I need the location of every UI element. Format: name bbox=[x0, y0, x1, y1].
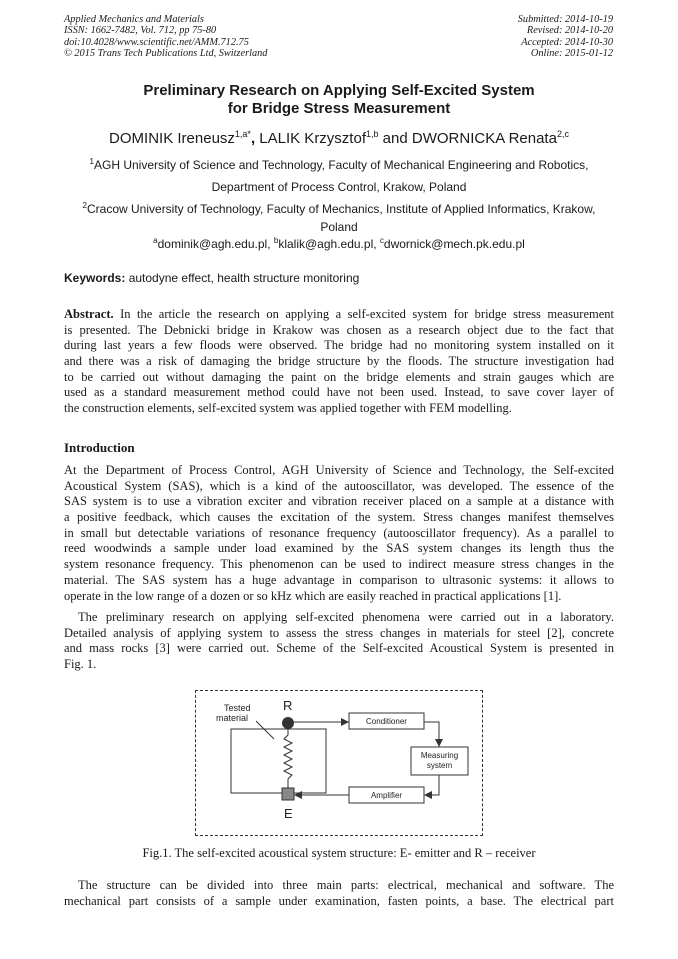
text-line: reed woodwinds a sample under load examined by the SAS system changes its length thus the bbox=[64, 541, 614, 556]
abstract-line: the construction elements, self-excited system was applied together with FEM modelling. bbox=[64, 401, 512, 416]
author-sup: 1,a* bbox=[234, 129, 251, 139]
receiver-icon bbox=[282, 717, 294, 729]
author-sup: 1,b bbox=[366, 129, 379, 139]
arrow-conditioner-to-measuring bbox=[424, 722, 439, 746]
text-line: At the Department of Process Control, AGH University of Science and Technology, the Self-excited bbox=[64, 463, 614, 477]
emitter-icon bbox=[282, 788, 294, 800]
author-sep: , bbox=[250, 130, 260, 147]
date-accepted: Accepted: 2014-10-30 bbox=[521, 36, 613, 48]
paper-title bbox=[64, 82, 614, 118]
date-revised: Revised: 2014-10-20 bbox=[526, 25, 613, 37]
abstract-line: used as a standard measurement method could have not been used. Instead, to save cover layer of bbox=[64, 385, 614, 400]
text-line: material. The SAS system has a huge advantage in comparison to ultrasonic systems: it allows to bbox=[64, 572, 614, 587]
journal-header bbox=[64, 14, 267, 60]
affiliation-1-line-2: Department of Process Control, Krakow, Poland bbox=[211, 180, 467, 194]
intro-paragraph-1 bbox=[64, 463, 614, 604]
intro-paragraph-2 bbox=[64, 610, 614, 673]
text-line: The structure can be divided into three main parts: electrical, mechanical and software. The bbox=[78, 878, 614, 892]
text-line: and mass rocks [3] were carried out. Scheme of the Self-excited Acoustical System is presented in bbox=[64, 641, 614, 656]
email-link[interactable]: dominik@agh.edu.pl bbox=[157, 237, 268, 251]
text-line: operate in the low range of a dozen or so kHz which are easily reached in practical applications [1]. bbox=[64, 588, 562, 603]
text-line: a positive feedback, which causes the excitation of the system. Stress changes manifest themselves bbox=[64, 510, 614, 525]
abstract bbox=[64, 307, 614, 417]
measuring-label-2: system bbox=[426, 761, 453, 770]
abstract-line: during last years a few floods were observed. The bridge had no monitoring system installed on it bbox=[64, 338, 614, 353]
keywords bbox=[64, 271, 359, 285]
abstract-line: Abstract. In the article the research on applying a self-excited system for bridge stress measurement bbox=[64, 307, 614, 321]
emails-line: $^a$dominik@agh.edu.pl, $^b$klalik@agh.edu.pl, $^c$dwornick@mech.pk.edu.pl bbox=[153, 236, 525, 251]
label-R: R bbox=[283, 698, 293, 713]
text-line: in small but detectable variations of resonance frequency (autooscillator frequency). As a parallel to bbox=[64, 525, 614, 540]
conditioner-label: Conditioner bbox=[366, 717, 407, 726]
email-link[interactable]: dwornick@mech.pk.edu.pl bbox=[383, 237, 525, 251]
abstract-line: and there was a risk of damaging the bridge structure by the floods. The structure investigation had bbox=[64, 354, 614, 369]
structure-paragraph bbox=[64, 878, 614, 909]
sas-diagram bbox=[196, 691, 484, 837]
text-line: Fig. 1. bbox=[64, 657, 97, 672]
tested-material-block bbox=[231, 729, 326, 793]
author-sep: and bbox=[378, 130, 412, 147]
amplifier-label: Amplifier bbox=[370, 791, 403, 800]
keywords-text: autodyne effect, health structure monitoring bbox=[128, 271, 360, 285]
text-line: system resonance frequency. This phenomenon can be used to indirect measure stress changes in the bbox=[64, 557, 614, 572]
author-sup: 2,c bbox=[556, 129, 569, 139]
measuring-label-1: Measuring bbox=[420, 751, 459, 760]
author-name: LALIK Krzysztof bbox=[259, 130, 366, 147]
abstract-line: is presented. The Debnicki bridge in Krakow was chosen as a research object due to the fact that bbox=[64, 322, 614, 337]
authors-line bbox=[64, 130, 614, 147]
email-link[interactable]: klalik@agh.edu.pl bbox=[278, 237, 374, 251]
author-name: DOMINIK Ireneusz bbox=[109, 130, 235, 147]
journal-copyright: © 2015 Trans Tech Publications Ltd, Switzerland bbox=[64, 48, 268, 60]
label-material: material bbox=[216, 713, 249, 723]
affiliation-2-line-2: Poland bbox=[320, 220, 358, 234]
label-E: E bbox=[284, 806, 293, 821]
text-line: Acoustical System (SAS), which is a kind of the autooscillator, was developed. The essence of the bbox=[64, 478, 614, 493]
label-tested: Tested bbox=[224, 703, 251, 713]
affiliation-2 bbox=[64, 200, 614, 236]
dates-header bbox=[518, 14, 613, 60]
date-online: Online: 2015-01-12 bbox=[530, 48, 613, 60]
text-line: SAS system is to use a vibration exciter and vibration receiver placed on a sample at a distance with bbox=[64, 494, 614, 509]
author-name: DWORNICKA Renata bbox=[411, 130, 557, 147]
figure-1 bbox=[195, 690, 483, 836]
spring-icon bbox=[284, 729, 292, 788]
journal-name: Applied Mechanics and Materials bbox=[64, 14, 204, 25]
abstract-line: to be carried out without damaging the paint on the bridge elements and strain gauges which are bbox=[64, 369, 614, 384]
affiliation-2-line-1: $^2$Cracow University of Technology, Faculty of Mechanics, Institute of Applied Informatics, Krakow, bbox=[82, 201, 596, 216]
title-line-1: Preliminary Research on Applying Self-Excited System bbox=[143, 82, 535, 99]
affiliation-1 bbox=[64, 156, 614, 196]
text-line: The preliminary research on applying self-excited phenomena were carried out in a laboratory. bbox=[78, 610, 614, 624]
keywords-label: Keywords: bbox=[64, 271, 126, 285]
journal-issn: ISSN: 1662-7482, Vol. 712, pp 75-80 bbox=[64, 25, 217, 37]
figure-caption: Fig.1. The self-excited acoustical system structure: E- emitter and R – receiver bbox=[142, 846, 536, 860]
title-line-2: for Bridge Stress Measurement bbox=[227, 100, 451, 117]
text-line: Detailed analysis of applying system to assess the stress changes in materials for steel [2], concrete bbox=[64, 625, 614, 640]
arrow-measuring-to-amplifier bbox=[425, 775, 439, 795]
affiliation-1-line-1: $^1$AGH University of Science and Technology, Faculty of Mechanical Engineering and Robotics, bbox=[89, 157, 589, 172]
material-pointer bbox=[256, 721, 274, 739]
section-heading-introduction: Introduction bbox=[64, 440, 135, 455]
date-submitted: Submitted: 2014-10-19 bbox=[517, 14, 613, 25]
text-line: mechanical part consists of a sample under examination, fasten points, a base. The electrical part bbox=[64, 893, 614, 908]
journal-doi: doi:10.4028/www.scientific.net/AMM.712.75 bbox=[64, 36, 249, 48]
